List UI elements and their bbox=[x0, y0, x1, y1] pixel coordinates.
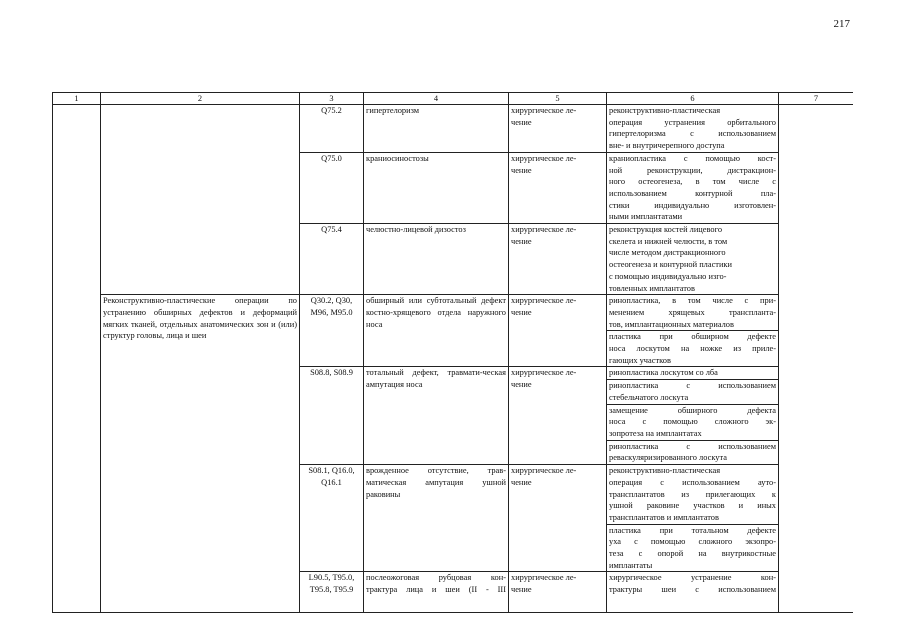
diagnosis-cell: гипертелоризм bbox=[364, 105, 509, 153]
group-cell: Реконструктивно-пластические операции по устранению обширных дефектов и деформаций мягких тканей, отдельных анатомических зон и (или) структур головы, лица и шеи bbox=[101, 295, 300, 613]
method-cell: реконструкция костей лицевого скелета и нижней челюсти, в том числе методом дистракционного остеогенеза и контурной пластики с помощью индивидуально изго- товленных имплантатов bbox=[607, 224, 779, 295]
col-num: 5 bbox=[509, 93, 607, 105]
code-cell: Q75.0 bbox=[300, 152, 364, 223]
col1-cell bbox=[53, 105, 101, 613]
diagnosis-cell: тотальный дефект, травмати-ческая ампутация носа bbox=[364, 367, 509, 465]
table-row bbox=[53, 105, 854, 153]
code-cell: S08.8, S08.9 bbox=[300, 367, 364, 465]
treatment-cell: хирургическое ле- чение bbox=[509, 295, 607, 367]
col7-cell bbox=[779, 105, 854, 613]
col-num: 6 bbox=[607, 93, 779, 105]
code-cell: Q75.2 bbox=[300, 105, 364, 153]
method-cell: пластика при обширном дефекте носа лоскутом на ножке из приле- гающих участков bbox=[607, 331, 779, 367]
method-cell: пластика при тотальном дефекте уха с помощью сложного экзопро- теза с опорой на внутрикостные имплантаты bbox=[607, 524, 779, 572]
table-row bbox=[53, 295, 854, 331]
diagnosis-cell: краниосиностозы bbox=[364, 152, 509, 223]
method-cell: ринопластика, в том числе с при- менением хрящевых транспланта- тов, имплантационных материалов bbox=[607, 295, 779, 331]
col-num: 3 bbox=[300, 93, 364, 105]
code-cell: S08.1, Q16.0, Q16.1 bbox=[300, 465, 364, 572]
method-cell: замещение обширного дефекта носа с помощью сложного эк- зопротеза на имплантатах bbox=[607, 404, 779, 440]
diagnosis-cell: обширный или субтотальный дефект костно-хрящевого отдела наружного носа bbox=[364, 295, 509, 367]
method-cell: ринопластика лоскутом со лба bbox=[607, 367, 779, 380]
method-cell: реконструктивно-пластическая операция с использованием ауто- трансплантатов из прилегающих к ушной раковине участков и иных трансплантатов и имплантатов bbox=[607, 465, 779, 525]
treatment-cell: хирургическое ле- чение bbox=[509, 367, 607, 465]
treatment-cell: хирургическое ле- чение bbox=[509, 152, 607, 223]
treatment-cell: хирургическое ле- чение bbox=[509, 465, 607, 572]
code-cell: Q75.4 bbox=[300, 224, 364, 295]
diagnosis-cell: врожденное отсутствие, трав-матическая ампутация ушной раковины bbox=[364, 465, 509, 572]
col-num: 4 bbox=[364, 93, 509, 105]
treatment-table bbox=[52, 92, 853, 640]
col-num: 7 bbox=[779, 93, 854, 105]
treatment-cell: хирургическое ле- чение bbox=[509, 224, 607, 295]
page-number: 217 bbox=[833, 18, 850, 30]
column-number-row bbox=[53, 93, 854, 105]
diagnosis-cell: послеожоговая рубцовая кон- трактура лица и шеи (II - III bbox=[364, 572, 509, 613]
method-cell: хирургическое устранение кон- трактуры шеи с использованием bbox=[607, 572, 779, 613]
code-cell: L90.5, T95.0, T95.8, T95.9 bbox=[300, 572, 364, 613]
method-cell: ринопластика с использованием реваскуляризированного лоскута bbox=[607, 440, 779, 464]
method-cell: реконструктивно-пластическая операция устранения орбитального гипертелоризма с использованием вне- и внутричерепного доступа bbox=[607, 105, 779, 153]
code-cell: Q30.2, Q30, M96, M95.0 bbox=[300, 295, 364, 367]
treatment-cell: хирургическое ле- чение bbox=[509, 105, 607, 153]
col-num: 1 bbox=[53, 93, 101, 105]
method-cell: краниопластика с помощью кост- ной реконструкции, дистракцион- ного остеогенеза, в том числе с использованием контурной пла- стики индивидуально изготовлен- ными имплантатами bbox=[607, 152, 779, 223]
method-cell: ринопластика с использованием стебельчатого лоскута bbox=[607, 380, 779, 404]
group-cell-continued bbox=[101, 105, 300, 295]
treatment-cell: хирургическое ле- чение bbox=[509, 572, 607, 613]
diagnosis-cell: челюстно-лицевой дизостоз bbox=[364, 224, 509, 295]
col-num: 2 bbox=[101, 93, 300, 105]
